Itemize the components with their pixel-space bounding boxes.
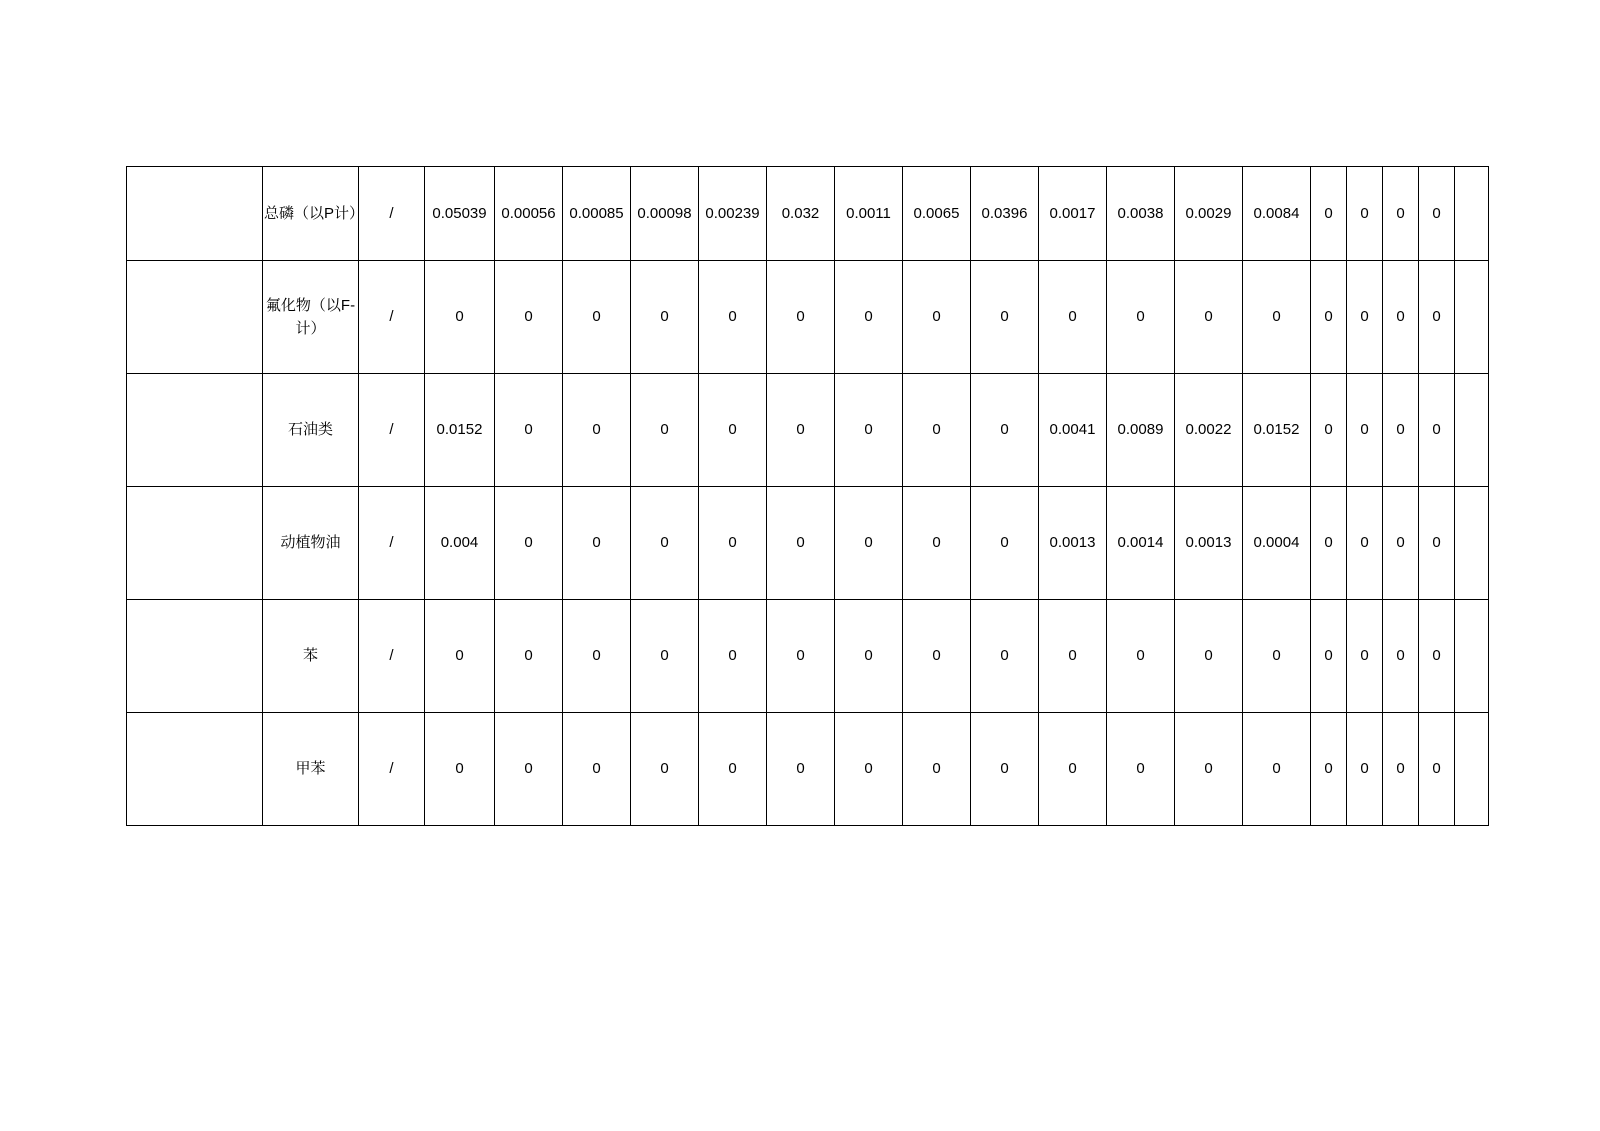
value-cell: 0 <box>1419 600 1455 713</box>
value-cell: 0.0038 <box>1107 167 1175 261</box>
value-cell: 0 <box>903 713 971 826</box>
value-cell: 0 <box>699 261 767 374</box>
row-label-cell <box>127 261 263 374</box>
value-cell: 0 <box>1383 167 1419 261</box>
value-cell: 0 <box>1243 600 1311 713</box>
value-cell: 0 <box>1175 600 1243 713</box>
value-cell: 0 <box>1175 713 1243 826</box>
value-cell: 0 <box>563 374 631 487</box>
value-cell: 0.0013 <box>1175 487 1243 600</box>
value-cell: 0 <box>495 261 563 374</box>
value-cell: 0 <box>425 600 495 713</box>
value-cell: 0.0011 <box>835 167 903 261</box>
value-cell: 0 <box>1107 713 1175 826</box>
trailing-cell <box>1455 600 1489 713</box>
value-cell: 0.0084 <box>1243 167 1311 261</box>
row-label-cell <box>127 374 263 487</box>
trailing-cell <box>1455 167 1489 261</box>
value-cell: 0 <box>767 261 835 374</box>
value-cell: 0 <box>425 261 495 374</box>
value-cell: 0 <box>1347 600 1383 713</box>
value-cell: 0 <box>1311 713 1347 826</box>
value-cell: 0 <box>903 374 971 487</box>
value-cell: 0 <box>699 374 767 487</box>
limit-cell: / <box>359 261 425 374</box>
value-cell: 0.0152 <box>425 374 495 487</box>
parameter-name-cell: 甲苯 <box>263 713 359 826</box>
value-cell: 0 <box>1311 167 1347 261</box>
value-cell: 0 <box>835 487 903 600</box>
value-cell: 0 <box>1347 261 1383 374</box>
trailing-cell <box>1455 261 1489 374</box>
value-cell: 0 <box>1419 713 1455 826</box>
value-cell: 0 <box>971 600 1039 713</box>
value-cell: 0 <box>425 713 495 826</box>
value-cell: 0.0041 <box>1039 374 1107 487</box>
value-cell: 0 <box>1419 167 1455 261</box>
limit-cell: / <box>359 167 425 261</box>
value-cell: 0.0013 <box>1039 487 1107 600</box>
value-cell: 0 <box>835 600 903 713</box>
value-cell: 0 <box>1311 261 1347 374</box>
limit-cell: / <box>359 713 425 826</box>
value-cell: 0 <box>631 374 699 487</box>
parameter-name-cell: 氟化物（以F-计） <box>263 261 359 374</box>
value-cell: 0 <box>1347 167 1383 261</box>
value-cell: 0 <box>563 487 631 600</box>
value-cell: 0 <box>1383 374 1419 487</box>
value-cell: 0 <box>495 713 563 826</box>
value-cell: 0.0004 <box>1243 487 1311 600</box>
value-cell: 0 <box>495 374 563 487</box>
value-cell: 0 <box>1419 487 1455 600</box>
value-cell: 0.00098 <box>631 167 699 261</box>
value-cell: 0 <box>1383 261 1419 374</box>
value-cell: 0 <box>1311 487 1347 600</box>
value-cell: 0 <box>1175 261 1243 374</box>
value-cell: 0 <box>1347 713 1383 826</box>
value-cell: 0 <box>903 261 971 374</box>
value-cell: 0 <box>495 600 563 713</box>
value-cell: 0.00056 <box>495 167 563 261</box>
value-cell: 0 <box>1107 600 1175 713</box>
value-cell: 0.032 <box>767 167 835 261</box>
table-row <box>127 167 1489 261</box>
value-cell: 0 <box>495 487 563 600</box>
limit-cell: / <box>359 600 425 713</box>
value-cell: 0 <box>1419 261 1455 374</box>
limit-cell: / <box>359 487 425 600</box>
value-cell: 0.0065 <box>903 167 971 261</box>
value-cell: 0.0014 <box>1107 487 1175 600</box>
value-cell: 0 <box>563 261 631 374</box>
value-cell: 0 <box>631 487 699 600</box>
parameter-name-cell: 动植物油 <box>263 487 359 600</box>
parameter-name-cell: 石油类 <box>263 374 359 487</box>
value-cell: 0.00239 <box>699 167 767 261</box>
value-cell: 0 <box>1243 713 1311 826</box>
table-row <box>127 261 1489 374</box>
value-cell: 0 <box>971 487 1039 600</box>
value-cell: 0 <box>1347 487 1383 600</box>
table-row <box>127 487 1489 600</box>
table-row <box>127 713 1489 826</box>
value-cell: 0 <box>1311 600 1347 713</box>
value-cell: 0 <box>835 261 903 374</box>
value-cell: 0 <box>631 600 699 713</box>
value-cell: 0.0089 <box>1107 374 1175 487</box>
value-cell: 0 <box>971 713 1039 826</box>
value-cell: 0 <box>903 487 971 600</box>
value-cell: 0 <box>1107 261 1175 374</box>
row-label-cell <box>127 487 263 600</box>
value-cell: 0.0396 <box>971 167 1039 261</box>
limit-cell: / <box>359 374 425 487</box>
value-cell: 0 <box>1383 487 1419 600</box>
value-cell: 0 <box>971 261 1039 374</box>
parameter-name-cell: 苯 <box>263 600 359 713</box>
value-cell: 0 <box>631 713 699 826</box>
value-cell: 0.004 <box>425 487 495 600</box>
value-cell: 0 <box>699 713 767 826</box>
value-cell: 0 <box>1039 713 1107 826</box>
value-cell: 0 <box>1039 261 1107 374</box>
value-cell: 0 <box>835 374 903 487</box>
value-cell: 0 <box>1383 713 1419 826</box>
value-cell: 0 <box>767 487 835 600</box>
value-cell: 0 <box>835 713 903 826</box>
trailing-cell <box>1455 713 1489 826</box>
value-cell: 0 <box>1311 374 1347 487</box>
value-cell: 0.0152 <box>1243 374 1311 487</box>
data-table-container <box>126 166 1446 826</box>
value-cell: 0 <box>903 600 971 713</box>
value-cell: 0.0029 <box>1175 167 1243 261</box>
table-row <box>127 374 1489 487</box>
value-cell: 0 <box>699 487 767 600</box>
table-row <box>127 600 1489 713</box>
row-label-cell <box>127 600 263 713</box>
value-cell: 0.0022 <box>1175 374 1243 487</box>
value-cell: 0 <box>1347 374 1383 487</box>
value-cell: 0.0017 <box>1039 167 1107 261</box>
value-cell: 0 <box>631 261 699 374</box>
value-cell: 0 <box>767 374 835 487</box>
pollutant-data-table <box>126 166 1489 826</box>
value-cell: 0 <box>1039 600 1107 713</box>
value-cell: 0 <box>563 713 631 826</box>
row-label-cell <box>127 713 263 826</box>
value-cell: 0.05039 <box>425 167 495 261</box>
parameter-name-cell: 总磷（以P计） <box>263 167 359 261</box>
trailing-cell <box>1455 487 1489 600</box>
value-cell: 0 <box>563 600 631 713</box>
value-cell: 0 <box>1383 600 1419 713</box>
value-cell: 0.00085 <box>563 167 631 261</box>
value-cell: 0 <box>767 600 835 713</box>
value-cell: 0 <box>699 600 767 713</box>
trailing-cell <box>1455 374 1489 487</box>
value-cell: 0 <box>1419 374 1455 487</box>
value-cell: 0 <box>1243 261 1311 374</box>
row-label-cell <box>127 167 263 261</box>
value-cell: 0 <box>971 374 1039 487</box>
value-cell: 0 <box>767 713 835 826</box>
